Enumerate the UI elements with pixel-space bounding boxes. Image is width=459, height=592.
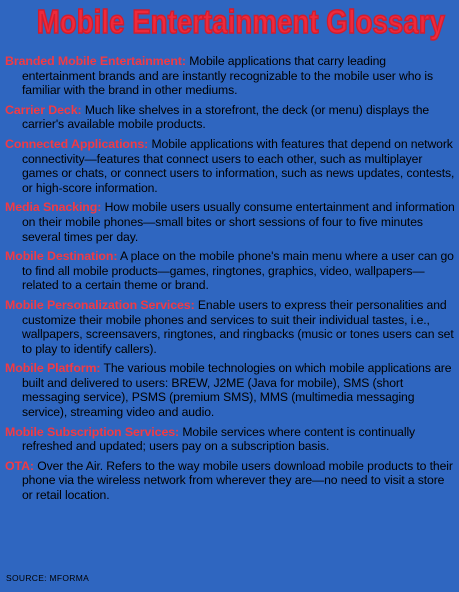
- glossary-title: Mobile Entertainment Glossary: [36, 3, 445, 40]
- entry-term: Mobile Subscription Services:: [5, 424, 180, 439]
- entry-definition: Mobile applications that carry leading entertainment brands and are instantly recognizable to the mobile user who is familiar with the brand in other mediums.: [22, 54, 433, 98]
- entry-term: Connected Applications:: [5, 136, 149, 151]
- glossary-entry: [5, 137, 456, 195]
- source-credit: SOURCE: MFORMA: [6, 573, 90, 583]
- entry-definition: Over the Air. Refers to the way mobile users download mobile products to their phone via the wireless network from wherever they are—no need to visit a store or retail location.: [22, 458, 453, 503]
- entry-definition: Much like shelves in a storefront, the deck (or menu) displays the carrier's available mobile products.: [22, 102, 430, 132]
- glossary-entry: [5, 298, 456, 356]
- glossary-entry: [5, 200, 456, 244]
- glossary-entry: [5, 249, 456, 293]
- entry-term: OTA:: [5, 458, 34, 473]
- entry-definition: Mobile applications with features that depend on network connectivity—features that connect users to each other, such as multiplayer games or chats, or connect users to information, such as news updates, contests, or high-score information.: [22, 136, 455, 195]
- glossary-entry: [5, 425, 456, 454]
- entry-definition: How mobile users usually consume entertainment and information on their mobile phones—small bites or short sessions of four to five minutes several times per day.: [22, 200, 455, 244]
- entry-term: Carrier Deck:: [5, 102, 82, 117]
- entry-definition: Enable users to express their personalities and customize their mobile phones and services to suit their individual tastes, i.e., wallpapers, screensavers, ringtones, and ringbacks (music or tones users can set to play to identify callers).: [22, 297, 454, 356]
- entry-definition: Mobile services where content is continually refreshed and updated; users pay on a subscription basis.: [22, 424, 416, 454]
- entry-term: Mobile Personalization Services:: [5, 297, 195, 312]
- entry-term: Media Snacking:: [5, 200, 102, 215]
- entry-term: Mobile Destination:: [5, 249, 118, 264]
- glossary-entry: [5, 103, 456, 132]
- entry-definition: A place on the mobile phone's main menu where a user can go to find all mobile products—games, ringtones, graphics, video, wallpapers—related to a certain theme or brand.: [22, 249, 454, 293]
- glossary-entry: [5, 54, 456, 98]
- glossary-entry: [5, 361, 456, 419]
- entry-term: Mobile Platform:: [5, 361, 101, 376]
- glossary-entries: [5, 54, 456, 508]
- entry-definition: The various mobile technologies on which mobile applications are built and delivered to users: BREW, J2ME (Java for mobile), SMS (short messaging service), PSMS (premium SMS), MMS (multimedia messaging service), streaming video and audio.: [22, 361, 452, 420]
- glossary-entry: [5, 459, 456, 503]
- entry-term: Branded Mobile Entertainment:: [5, 54, 186, 68]
